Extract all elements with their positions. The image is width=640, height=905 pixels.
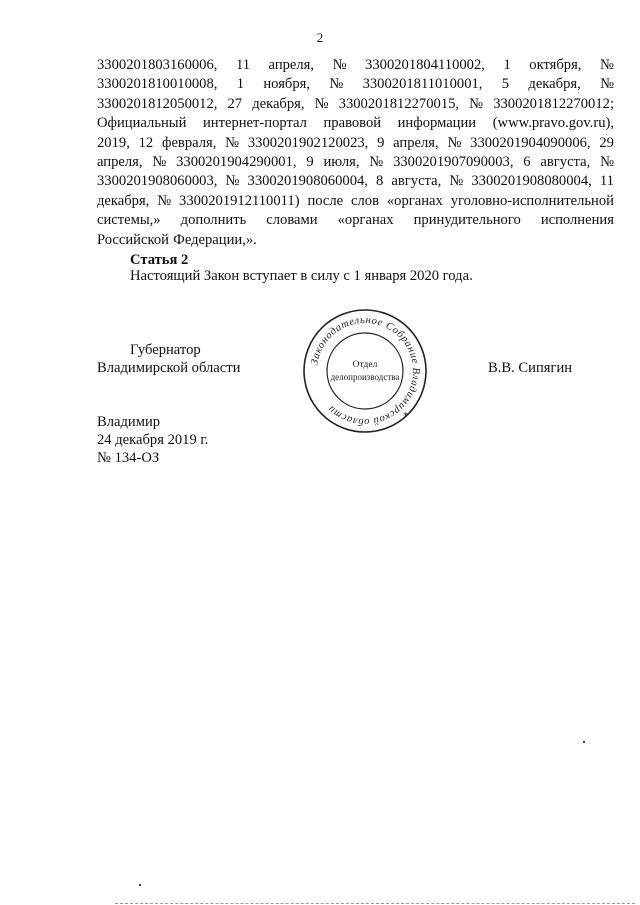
body-word: интернет-портал bbox=[202, 115, 307, 132]
body-text-line bbox=[97, 211, 614, 230]
body-word: 1 bbox=[236, 76, 245, 93]
body-word: 6 bbox=[523, 154, 531, 171]
signatory-position-line1: Губернатор bbox=[130, 342, 201, 358]
body-word: июля, bbox=[323, 154, 360, 171]
body-word: 3300201804110002, bbox=[365, 57, 485, 73]
body-word: № bbox=[600, 76, 614, 93]
signatory-name: В.В. Сипягин bbox=[488, 360, 573, 376]
article-title: Статья 2 bbox=[130, 252, 189, 268]
body-word: августа, bbox=[391, 173, 442, 190]
body-word: после bbox=[307, 192, 344, 209]
signatory-position-line2: Владимирской области bbox=[97, 360, 241, 376]
body-word: № bbox=[225, 173, 240, 190]
body-word: Федерации,». bbox=[173, 231, 257, 248]
place-of-signing: Владимир bbox=[97, 414, 161, 430]
body-word: 9 bbox=[306, 154, 314, 171]
body-text-line bbox=[97, 172, 614, 191]
body-word: 3300201908080004, bbox=[471, 173, 592, 190]
body-word: апреля, bbox=[268, 57, 315, 73]
body-word: 3300201907090003, bbox=[393, 154, 514, 171]
body-word: декабря, bbox=[252, 95, 305, 112]
body-word: 3300201810010008, bbox=[97, 76, 218, 93]
body-word: № bbox=[225, 134, 240, 151]
body-word: словами bbox=[266, 212, 318, 229]
body-word: апреля, bbox=[97, 154, 143, 171]
body-word: принудительного bbox=[413, 212, 521, 229]
body-word: «органах bbox=[337, 212, 394, 229]
body-text-line bbox=[97, 75, 614, 94]
body-word: исполнения bbox=[540, 212, 614, 229]
body-word: 3300201812050012, bbox=[97, 95, 218, 112]
body-word: (www.pravo.gov.ru), bbox=[492, 115, 614, 132]
body-word: № bbox=[447, 134, 462, 151]
body-word: 3300201812270012; bbox=[493, 95, 614, 112]
body-word: августа, bbox=[540, 154, 591, 171]
body-word: 3300201908060003, bbox=[97, 173, 218, 190]
body-word: № bbox=[469, 95, 484, 112]
body-word: октября, bbox=[529, 57, 582, 73]
article-text: Настоящий Закон вступает в силу с 1 января 2020 года. bbox=[130, 268, 473, 284]
body-word: № bbox=[152, 154, 167, 171]
body-word: ноября, bbox=[263, 76, 310, 93]
body-text-line bbox=[97, 134, 614, 153]
law-number: № 134-ОЗ bbox=[97, 450, 160, 466]
body-text-line bbox=[97, 192, 614, 211]
body-word: 3300201904290001, bbox=[176, 154, 297, 171]
body-word: декабря, bbox=[528, 76, 581, 93]
scan-speck bbox=[139, 884, 141, 886]
body-word: № bbox=[314, 95, 329, 112]
body-text-line bbox=[97, 95, 614, 114]
body-word: 2019, bbox=[97, 134, 130, 151]
stamp-ring-text: Законодательное Собрание Владимирской области bbox=[309, 314, 422, 428]
body-word: № bbox=[329, 76, 344, 93]
body-word: правовой bbox=[323, 115, 382, 132]
body-text-line bbox=[97, 231, 614, 250]
body-word: 3300201811010001, bbox=[362, 76, 483, 93]
body-word: № bbox=[449, 173, 464, 190]
scan-edge-line bbox=[115, 903, 635, 904]
body-word: 9 bbox=[377, 134, 385, 151]
body-word: 3300201908060004, bbox=[247, 173, 368, 190]
body-word: Официальный bbox=[97, 115, 187, 132]
official-stamp bbox=[300, 306, 430, 436]
body-word: 11 bbox=[235, 57, 250, 73]
body-word: 29 bbox=[599, 134, 614, 151]
law-body-text bbox=[97, 56, 614, 250]
body-word: системы,» bbox=[97, 212, 161, 229]
signing-date: 24 декабря 2019 г. bbox=[97, 432, 209, 448]
body-word: 11 bbox=[599, 173, 614, 190]
body-word: дополнить bbox=[180, 212, 247, 229]
body-text-line bbox=[97, 114, 614, 133]
body-word: 5 bbox=[501, 76, 510, 93]
stamp-center-line1: Отдел bbox=[352, 360, 378, 370]
body-word: 3300201912110011) bbox=[179, 192, 300, 209]
svg-text:*: * bbox=[403, 411, 408, 422]
body-word: 3300201812270015, bbox=[338, 95, 460, 112]
body-word: Российской bbox=[97, 231, 169, 248]
body-word: «органах bbox=[386, 192, 443, 209]
body-word: 8 bbox=[376, 173, 384, 190]
body-word: № bbox=[369, 154, 384, 171]
body-word: декабря, bbox=[97, 192, 150, 209]
body-word: № bbox=[332, 57, 347, 73]
body-word: 1 bbox=[503, 57, 511, 73]
stamp-center-line2: делопроизводства bbox=[330, 372, 400, 382]
body-word: 12 bbox=[138, 134, 154, 151]
body-text-line bbox=[97, 153, 614, 172]
body-word: уголовно-исполнительной bbox=[450, 192, 614, 209]
body-word: слов bbox=[351, 192, 379, 209]
body-word: № bbox=[157, 192, 172, 209]
body-word: № bbox=[600, 154, 614, 171]
body-word: 3300201803160006, bbox=[97, 57, 218, 73]
body-word: апреля, bbox=[393, 134, 439, 151]
scan-speck bbox=[583, 741, 585, 743]
page-number: 2 bbox=[316, 30, 324, 45]
body-word: 3300201902120023, bbox=[247, 134, 369, 151]
body-word: февраля, bbox=[162, 134, 217, 151]
body-text-line bbox=[97, 56, 614, 75]
body-word: 27 bbox=[227, 95, 243, 112]
body-word: № bbox=[599, 57, 614, 73]
body-word: информации bbox=[397, 115, 477, 132]
body-word: 3300201904090006, bbox=[470, 134, 591, 151]
